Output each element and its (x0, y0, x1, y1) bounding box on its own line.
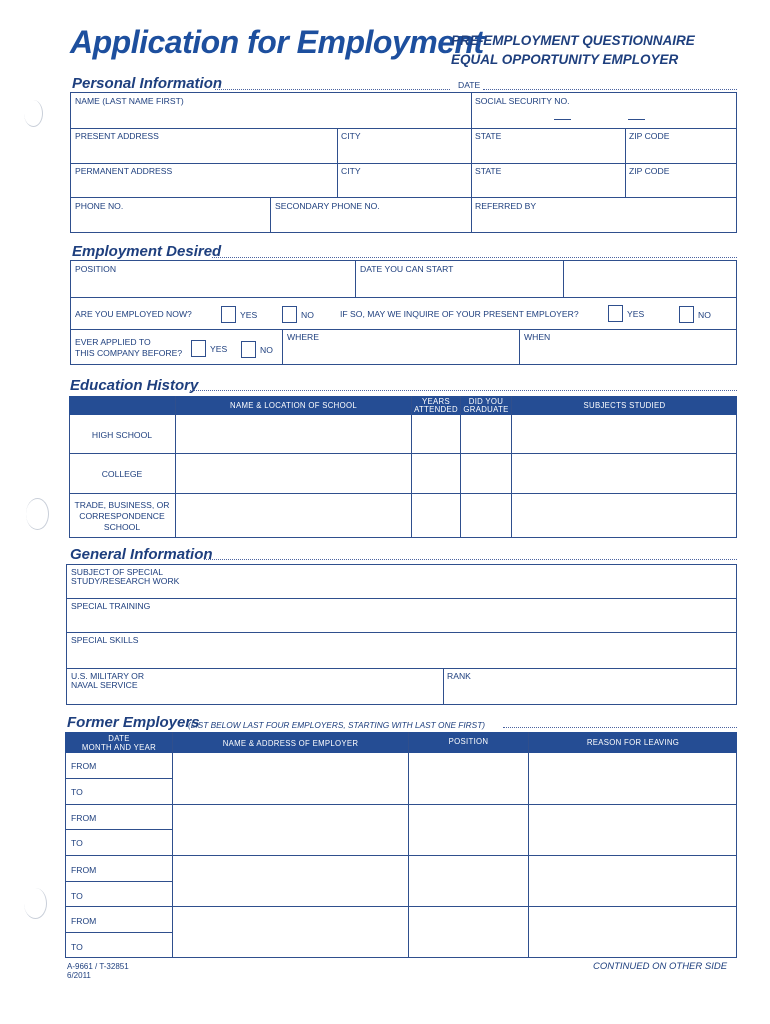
state-label: STATE (475, 131, 502, 141)
permanent-state-field[interactable] (471, 163, 625, 197)
from-label: FROM (71, 813, 97, 823)
former-employers-note: (LIST BELOW LAST FOUR EMPLOYERS, STARTING WITH LAST ONE FIRST) (188, 720, 486, 730)
row-label-high-school: HIGH SCHOOL (91, 430, 153, 440)
employer3-name-field[interactable] (173, 856, 408, 906)
special-skills-field[interactable] (66, 632, 737, 668)
employed-no-checkbox[interactable] (282, 306, 297, 323)
date-label: DATE (458, 80, 481, 90)
date-start-label: DATE YOU CAN START (360, 264, 454, 274)
city-label: CITY (341, 166, 361, 176)
row-label-trade-line3: SCHOOL (103, 522, 141, 532)
state-label: STATE (475, 166, 502, 176)
college-subjects-field[interactable] (512, 454, 737, 493)
name-field[interactable] (70, 92, 471, 128)
trade-years-field[interactable] (412, 494, 460, 538)
employer4-name-field[interactable] (173, 907, 408, 958)
employer2-reason-field[interactable] (529, 805, 737, 855)
employer4-position-field[interactable] (409, 907, 528, 958)
zip-label: ZIP CODE (629, 166, 670, 176)
yes-label: YES (240, 310, 258, 320)
no-label: NO (301, 310, 314, 320)
col-header-employer: NAME & ADDRESS OF EMPLOYER (222, 739, 359, 748)
col-header-date-line1: DATE (108, 734, 130, 743)
section-rule (204, 559, 737, 560)
row-label-trade-line2: CORRESPONDENCE (79, 511, 165, 521)
section-heading-personal: Personal Information (72, 75, 223, 92)
phone-field[interactable] (70, 197, 270, 233)
yes-label: YES (627, 309, 645, 319)
employer4-from-field[interactable] (65, 907, 172, 932)
phone-label: PHONE NO. (75, 201, 124, 211)
applied-yes-checkbox[interactable] (191, 340, 206, 357)
col-header-date-line2: MONTH AND YEAR (81, 743, 157, 752)
to-label: TO (71, 942, 83, 952)
col-header-reason: REASON FOR LEAVING (586, 738, 680, 747)
section-heading-general: General Information (70, 546, 213, 563)
military-label-line2: NAVAL SERVICE (71, 680, 138, 690)
secondary-phone-field[interactable] (270, 197, 471, 233)
trade-subjects-field[interactable] (512, 494, 737, 538)
hs-subjects-field[interactable] (512, 416, 737, 453)
trade-graduate-field[interactable] (461, 494, 511, 538)
form-revision-date: 6/2011 (67, 971, 91, 980)
col-header-years-line1: YEARS (422, 397, 450, 406)
to-label: TO (71, 891, 83, 901)
from-label: FROM (71, 761, 97, 771)
position-field[interactable] (70, 260, 355, 297)
employer2-to-field[interactable] (65, 830, 172, 855)
inquire-yes-checkbox[interactable] (608, 305, 623, 322)
secondary-phone-label: SECONDARY PHONE NO. (275, 201, 380, 211)
binder-hole (24, 888, 47, 919)
applied-before-label-line1: EVER APPLIED TO (75, 337, 151, 347)
to-label: TO (71, 787, 83, 797)
from-label: FROM (71, 916, 97, 926)
special-training-label: SPECIAL TRAINING (71, 601, 151, 611)
permanent-address-label: PERMANENT ADDRESS (75, 166, 173, 176)
col-header-position: POSITION (448, 737, 489, 746)
present-city-field[interactable] (337, 128, 471, 163)
when-field[interactable] (519, 329, 737, 365)
date-start-field[interactable] (355, 260, 737, 297)
permanent-city-field[interactable] (337, 163, 471, 197)
employer1-from-field[interactable] (65, 753, 172, 778)
zip-label: ZIP CODE (629, 131, 670, 141)
form-code: A-9661 / T-32851 (67, 962, 129, 971)
col-header-graduate-line1: DID YOU (468, 397, 504, 406)
form-subtitle-eoe: EQUAL OPPORTUNITY EMPLOYER (451, 52, 679, 67)
binder-hole (26, 498, 49, 530)
permanent-address-field[interactable] (70, 163, 337, 197)
col-header-years-line2: ATTENDED (414, 405, 458, 414)
row-label-college: COLLEGE (101, 469, 143, 479)
military-label-line1: U.S. MILITARY OR (71, 671, 145, 681)
row-divider (70, 297, 737, 298)
col-header-graduate-line2: GRADUATE (463, 405, 509, 414)
from-label: FROM (71, 865, 97, 875)
employer2-name-field[interactable] (173, 805, 408, 855)
hs-years-field[interactable] (412, 416, 460, 453)
inquire-label: IF SO, MAY WE INQUIRE OF YOUR PRESENT EMPLOYER? (340, 309, 579, 319)
referred-by-label: REFERRED BY (475, 201, 537, 211)
employer4-reason-field[interactable] (529, 907, 737, 958)
trade-school-field[interactable] (176, 494, 411, 538)
section-rule (212, 257, 737, 258)
section-rule (190, 390, 737, 391)
applied-no-checkbox[interactable] (241, 341, 256, 358)
special-skills-label: SPECIAL SKILLS (71, 635, 139, 645)
special-study-label-line1: SUBJECT OF SPECIAL (71, 567, 164, 577)
col-header-school: NAME & LOCATION OF SCHOOL (230, 401, 357, 410)
employed-now-label: ARE YOU EMPLOYED NOW? (75, 309, 192, 319)
section-heading-former-employers: Former Employers (67, 714, 200, 731)
employer3-reason-field[interactable] (529, 856, 737, 906)
section-heading-employment: Employment Desired (72, 243, 222, 260)
section-rule (503, 727, 737, 728)
col-header-subjects: SUBJECTS STUDIED (583, 401, 666, 410)
hs-school-field[interactable] (176, 416, 411, 453)
binder-hole (24, 100, 43, 127)
employer3-from-field[interactable] (65, 856, 172, 881)
ssn-field[interactable] (471, 92, 737, 128)
employer3-position-field[interactable] (409, 856, 528, 906)
continued-note: CONTINUED ON OTHER SIDE (593, 961, 728, 972)
employer1-reason-field[interactable] (529, 753, 737, 804)
present-address-label: PRESENT ADDRESS (75, 131, 159, 141)
special-training-field[interactable] (66, 598, 737, 632)
rank-field[interactable] (443, 668, 737, 705)
section-rule (215, 89, 450, 90)
no-label: NO (260, 345, 273, 355)
yes-label: YES (210, 344, 228, 354)
employer1-position-field[interactable] (409, 753, 528, 804)
ssn-separator (628, 119, 645, 120)
present-address-field[interactable] (70, 128, 337, 163)
position-label: POSITION (75, 264, 117, 274)
applied-before-label-line2: THIS COMPANY BEFORE? (75, 348, 183, 358)
special-study-label-line2: STUDY/RESEARCH WORK (71, 576, 180, 586)
college-school-field[interactable] (176, 454, 411, 493)
rank-label: RANK (447, 671, 471, 681)
ssn-label: SOCIAL SECURITY NO. (475, 96, 570, 106)
employer1-name-field[interactable] (173, 753, 408, 804)
employer4-to-field[interactable] (65, 933, 172, 958)
where-field[interactable] (282, 329, 519, 365)
employer2-from-field[interactable] (65, 805, 172, 829)
military-field[interactable] (66, 668, 443, 705)
form-subtitle-questionnaire: PRE-EMPLOYMENT QUESTIONNAIRE (451, 33, 695, 48)
section-heading-education: Education History (70, 377, 199, 394)
present-zip-field[interactable] (625, 128, 737, 163)
present-state-field[interactable] (471, 128, 625, 163)
inquire-no-checkbox[interactable] (679, 306, 694, 323)
employer1-to-field[interactable] (65, 779, 172, 804)
special-study-field[interactable] (66, 564, 737, 598)
name-label: NAME (LAST NAME FIRST) (75, 96, 184, 106)
employer2-position-field[interactable] (409, 805, 528, 855)
employed-yes-checkbox[interactable] (221, 306, 236, 323)
row-label-trade-line1: TRADE, BUSINESS, OR (74, 500, 170, 510)
employer3-to-field[interactable] (65, 882, 172, 906)
no-label: NO (698, 310, 711, 320)
permanent-zip-field[interactable] (625, 163, 737, 197)
date-field[interactable] (483, 89, 737, 90)
form-title: Application for Employment (70, 24, 484, 60)
where-label: WHERE (287, 332, 319, 342)
when-label: WHEN (524, 332, 551, 342)
to-label: TO (71, 838, 83, 848)
referred-by-field[interactable] (471, 197, 737, 233)
city-label: CITY (341, 131, 361, 141)
ssn-separator (554, 119, 571, 120)
hs-graduate-field[interactable] (461, 416, 511, 453)
college-graduate-field[interactable] (461, 454, 511, 493)
college-years-field[interactable] (412, 454, 460, 493)
